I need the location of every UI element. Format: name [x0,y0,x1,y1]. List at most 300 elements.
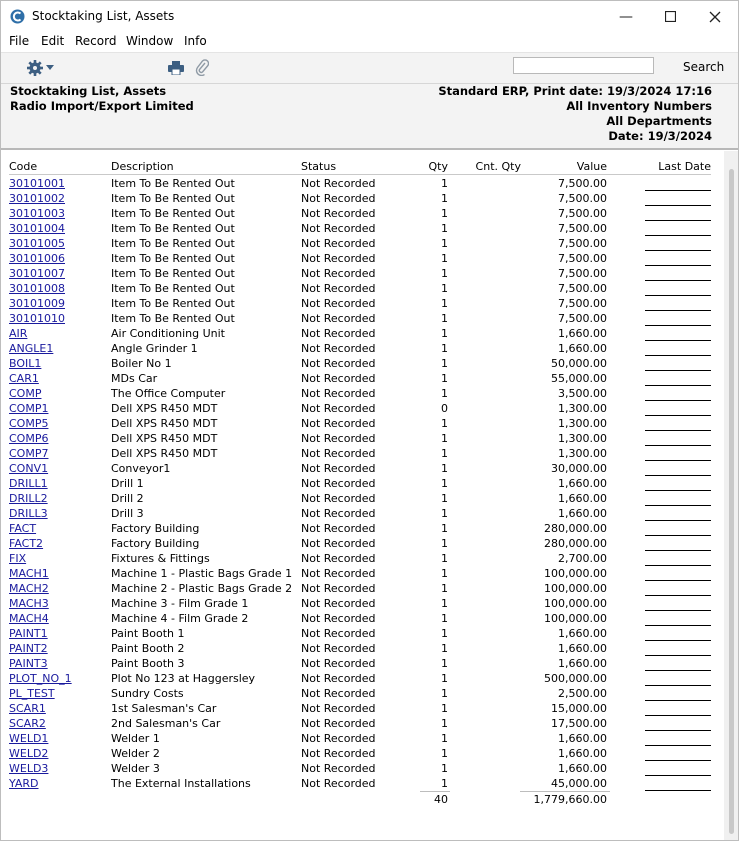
row-status: Not Recorded [301,492,376,505]
row-value: 1,300.00 [558,402,607,415]
row-status: Not Recorded [301,447,376,460]
row-last-date-blank [645,205,711,206]
row-qty: 1 [441,312,448,325]
row-status: Not Recorded [301,612,376,625]
row-description: Angle Grinder 1 [111,342,198,355]
row-status: Not Recorded [301,387,376,400]
row-status: Not Recorded [301,687,376,700]
row-code-link[interactable]: BOIL1 [9,357,42,370]
toolbar [1,53,738,84]
row-description: Machine 1 - Plastic Bags Grade 1 [111,567,293,580]
row-description: Item To Be Rented Out [111,237,235,250]
row-code-link[interactable]: DRILL2 [9,492,48,505]
row-last-date-blank [645,490,711,491]
row-last-date-blank [645,505,711,506]
row-qty: 1 [441,357,448,370]
row-code-link[interactable]: SCAR1 [9,702,46,715]
row-last-date-blank [645,790,711,791]
menu-info[interactable]: Info [184,34,207,48]
table-row [0,537,722,552]
row-description: Welder 1 [111,732,160,745]
row-value: 2,500.00 [558,687,607,700]
row-last-date-blank [645,535,711,536]
row-code-link[interactable]: 30101004 [9,222,65,235]
table-row [0,732,722,747]
row-value: 1,660.00 [558,627,607,640]
row-last-date-blank [645,385,711,386]
column-header-qty: Qty [428,160,448,173]
row-qty: 1 [441,417,448,430]
row-status: Not Recorded [301,597,376,610]
row-description: Dell XPS R450 MDT [111,417,218,430]
attachment-icon[interactable] [195,59,209,76]
row-code-link[interactable]: 30101003 [9,207,65,220]
row-code-link[interactable]: MACH1 [9,567,49,580]
row-qty: 1 [441,642,448,655]
vertical-scrollbar[interactable] [724,151,738,840]
row-code-link[interactable]: DRILL1 [9,477,48,490]
table-row [0,702,722,717]
row-qty: 1 [441,627,448,640]
table-row [0,597,722,612]
row-last-date-blank [645,670,711,671]
row-code-link[interactable]: 30101007 [9,267,65,280]
row-last-date-blank [645,235,711,236]
row-qty: 1 [441,597,448,610]
row-description: Item To Be Rented Out [111,207,235,220]
row-code-link[interactable]: WELD2 [9,747,49,760]
row-value: 2,700.00 [558,552,607,565]
row-qty: 1 [441,192,448,205]
row-description: Welder 3 [111,762,160,775]
table-row [0,687,722,702]
table-row [0,432,722,447]
row-qty: 1 [441,432,448,445]
row-description: Dell XPS R450 MDT [111,447,218,460]
row-value: 1,300.00 [558,447,607,460]
row-last-date-blank [645,310,711,311]
menu-file[interactable]: File [9,34,30,48]
table-row [0,507,722,522]
row-value: 1,300.00 [558,432,607,445]
table-row [0,372,722,387]
search-input[interactable] [513,57,654,74]
table-row [0,657,722,672]
row-code-link[interactable]: 30101006 [9,252,65,265]
row-status: Not Recorded [301,477,376,490]
chevron-down-icon[interactable] [46,65,54,70]
row-status: Not Recorded [301,642,376,655]
row-code-link[interactable]: WELD1 [9,732,49,745]
row-qty: 1 [441,747,448,760]
app-logo-icon [10,9,25,24]
table-row [0,282,722,297]
row-value: 1,660.00 [558,327,607,340]
row-status: Not Recorded [301,537,376,550]
row-value: 50,000.00 [551,357,607,370]
row-last-date-blank [645,475,711,476]
row-value: 7,500.00 [558,267,607,280]
row-status: Not Recorded [301,282,376,295]
row-description: Paint Booth 3 [111,657,185,670]
row-code-link[interactable]: MACH3 [9,597,49,610]
row-code-link[interactable]: AIR [9,327,28,340]
row-description: Dell XPS R450 MDT [111,432,218,445]
row-value: 1,660.00 [558,507,607,520]
report-title: Stocktaking List, Assets [10,84,167,98]
table-row [0,612,722,627]
table-row [0,582,722,597]
table-row [0,297,722,312]
column-header-value: Value [576,160,607,173]
row-qty: 1 [441,477,448,490]
row-value: 17,500.00 [551,717,607,730]
row-qty: 1 [441,342,448,355]
row-last-date-blank [645,250,711,251]
row-status: Not Recorded [301,357,376,370]
row-value: 100,000.00 [544,567,607,580]
row-code-link[interactable]: 30101002 [9,192,65,205]
row-status: Not Recorded [301,297,376,310]
row-code-link[interactable]: CAR1 [9,372,39,385]
row-qty: 1 [441,462,448,475]
row-value: 7,500.00 [558,237,607,250]
row-description: Machine 3 - Film Grade 1 [111,597,249,610]
row-code-link[interactable]: 30101009 [9,297,65,310]
table-row [0,462,722,477]
table-row [0,357,722,372]
row-qty: 1 [441,267,448,280]
row-code-link[interactable]: 30101005 [9,237,65,250]
row-description: 1st Salesman's Car [111,702,217,715]
row-last-date-blank [645,400,711,401]
row-code-link[interactable]: PAINT2 [9,642,48,655]
row-value: 280,000.00 [544,537,607,550]
menu-window[interactable]: Window [126,34,174,48]
row-description: 2nd Salesman's Car [111,717,221,730]
row-value: 1,660.00 [558,492,607,505]
table-row [0,342,722,357]
row-description: Fixtures & Fittings [111,552,210,565]
table-row [0,387,722,402]
print-info: Standard ERP, Print date: 19/3/2024 17:16 [438,84,712,98]
window-title: Stocktaking List, Assets [32,9,175,23]
row-description: Conveyor1 [111,462,171,475]
departments: All Departments [606,114,712,128]
row-qty: 1 [441,537,448,550]
row-value: 7,500.00 [558,222,607,235]
row-status: Not Recorded [301,222,376,235]
row-value: 500,000.00 [544,672,607,685]
row-description: Drill 1 [111,477,144,490]
table-row [0,672,722,687]
row-description: Paint Booth 1 [111,627,185,640]
row-value: 7,500.00 [558,297,607,310]
row-status: Not Recorded [301,267,376,280]
table-row [0,447,722,462]
row-value: 100,000.00 [544,582,607,595]
minimize-icon: — [619,9,633,25]
row-qty: 1 [441,177,448,190]
row-value: 1,660.00 [558,762,607,775]
row-value: 7,500.00 [558,312,607,325]
row-description: Item To Be Rented Out [111,282,235,295]
row-status: Not Recorded [301,507,376,520]
row-value: 7,500.00 [558,192,607,205]
menu-edit[interactable]: Edit [41,34,65,48]
row-last-date-blank [645,520,711,521]
maximize-button[interactable] [655,7,685,27]
row-last-date-blank [645,220,711,221]
row-qty: 1 [441,687,448,700]
row-status: Not Recorded [301,552,376,565]
row-status: Not Recorded [301,657,376,670]
row-qty: 1 [441,207,448,220]
row-last-date-blank [645,685,711,686]
table-row [0,747,722,762]
row-code-link[interactable]: FACT2 [9,537,44,550]
row-qty: 0 [441,402,448,415]
row-last-date-blank [645,595,711,596]
row-code-link[interactable]: PAINT3 [9,657,48,670]
row-description: Machine 4 - Film Grade 2 [111,612,249,625]
row-code-link[interactable]: ANGLE1 [9,342,54,355]
row-status: Not Recorded [301,522,376,535]
row-description: Item To Be Rented Out [111,312,235,325]
row-status: Not Recorded [301,702,376,715]
row-code-link[interactable]: FIX [9,552,27,565]
row-status: Not Recorded [301,312,376,325]
row-value: 30,000.00 [551,462,607,475]
row-code-link[interactable]: DRILL3 [9,507,48,520]
print-icon[interactable] [168,61,184,75]
search-button[interactable]: Search [683,60,725,74]
row-last-date-blank [645,370,711,371]
table-row [0,192,722,207]
row-last-date-blank [645,745,711,746]
row-qty: 1 [441,507,448,520]
row-value: 100,000.00 [544,612,607,625]
row-code-link[interactable]: YARD [9,777,39,790]
minimize-button[interactable] [611,7,641,27]
row-code-link[interactable]: COMP1 [9,402,49,415]
total-value: 1,779,660.00 [533,793,607,806]
table-row [0,627,722,642]
row-description: MDs Car [111,372,158,385]
report-date: Date: 19/3/2024 [608,129,712,143]
row-description: Drill 3 [111,507,144,520]
row-qty: 1 [441,252,448,265]
column-header-description: Description [111,160,174,173]
row-value: 1,660.00 [558,747,607,760]
row-code-link[interactable]: 30101008 [9,282,65,295]
row-code-link[interactable]: SCAR2 [9,717,46,730]
table-row [0,552,722,567]
row-status: Not Recorded [301,177,376,190]
inventory-numbers: All Inventory Numbers [566,99,712,113]
row-status: Not Recorded [301,747,376,760]
row-description: Dell XPS R450 MDT [111,402,218,415]
row-last-date-blank [645,340,711,341]
row-code-link[interactable]: COMP7 [9,447,49,460]
row-code-link[interactable]: COMP5 [9,417,49,430]
row-description: Plot No 123 at Haggersley [111,672,256,685]
row-code-link[interactable]: PAINT1 [9,627,48,640]
row-qty: 1 [441,372,448,385]
row-status: Not Recorded [301,417,376,430]
report-header [1,84,738,150]
row-qty: 1 [441,282,448,295]
row-qty: 1 [441,492,448,505]
row-last-date-blank [645,625,711,626]
row-last-date-blank [645,775,711,776]
row-code-link[interactable]: 30101010 [9,312,65,325]
row-status: Not Recorded [301,402,376,415]
row-last-date-blank [645,325,711,326]
row-code-link[interactable]: CONV1 [9,462,49,475]
row-value: 45,000.00 [551,777,607,790]
row-code-link[interactable]: COMP6 [9,432,49,445]
row-value: 1,660.00 [558,732,607,745]
row-last-date-blank [645,700,711,701]
row-qty: 1 [441,657,448,670]
row-last-date-blank [645,295,711,296]
row-last-date-blank [645,430,711,431]
total-qty: 40 [434,793,448,806]
row-description: Item To Be Rented Out [111,177,235,190]
row-qty: 1 [441,387,448,400]
row-qty: 1 [441,222,448,235]
row-value: 1,660.00 [558,342,607,355]
table-row [0,207,722,222]
row-last-date-blank [645,280,711,281]
row-qty: 1 [441,327,448,340]
title-bar [1,1,738,32]
row-last-date-blank [645,550,711,551]
row-description: Welder 2 [111,747,160,760]
row-description: Factory Building [111,522,200,535]
row-status: Not Recorded [301,717,376,730]
row-status: Not Recorded [301,237,376,250]
row-description: Boiler No 1 [111,357,172,370]
row-code-link[interactable]: PLOT_NO_1 [9,672,72,685]
row-last-date-blank [645,640,711,641]
table-row [0,777,722,792]
maximize-icon [665,11,676,22]
table-row [0,252,722,267]
menu-record[interactable]: Record [75,34,117,48]
row-value: 55,000.00 [551,372,607,385]
company-name: Radio Import/Export Limited [10,99,194,113]
row-qty: 1 [441,762,448,775]
row-last-date-blank [645,445,711,446]
table-row [0,237,722,252]
row-value: 3,500.00 [558,387,607,400]
row-qty: 1 [441,672,448,685]
row-description: Machine 2 - Plastic Bags Grade 2 [111,582,293,595]
row-description: Factory Building [111,537,200,550]
row-qty: 1 [441,702,448,715]
row-qty: 1 [441,777,448,790]
row-last-date-blank [645,730,711,731]
table-row [0,327,722,342]
row-last-date-blank [645,565,711,566]
scrollbar-thumb[interactable] [729,169,734,834]
row-status: Not Recorded [301,732,376,745]
row-code-link[interactable]: 30101001 [9,177,65,190]
row-code-link[interactable]: MACH2 [9,582,49,595]
row-status: Not Recorded [301,777,376,790]
column-header-status: Status [301,160,337,173]
row-description: Paint Booth 2 [111,642,185,655]
row-description: Sundry Costs [111,687,184,700]
row-value: 100,000.00 [544,597,607,610]
row-code-link[interactable]: WELD3 [9,762,49,775]
row-status: Not Recorded [301,207,376,220]
row-last-date-blank [645,610,711,611]
row-description: Item To Be Rented Out [111,252,235,265]
close-button[interactable] [700,7,730,27]
row-description: Item To Be Rented Out [111,192,235,205]
gear-icon[interactable] [26,59,44,77]
table-row [0,477,722,492]
row-description: Item To Be Rented Out [111,267,235,280]
row-value: 1,660.00 [558,477,607,490]
row-code-link[interactable]: PL_TEST [9,687,55,700]
row-description: Air Conditioning Unit [111,327,225,340]
row-qty: 1 [441,567,448,580]
row-status: Not Recorded [301,372,376,385]
row-status: Not Recorded [301,462,376,475]
menu-bar [1,32,738,53]
table-row [0,417,722,432]
table-row [0,492,722,507]
row-qty: 1 [441,717,448,730]
row-qty: 1 [441,732,448,745]
row-code-link[interactable]: MACH4 [9,612,49,625]
row-code-link[interactable]: COMP [9,387,42,400]
row-code-link[interactable]: FACT [9,522,37,535]
row-value: 1,300.00 [558,417,607,430]
row-last-date-blank [645,415,711,416]
row-status: Not Recorded [301,327,376,340]
row-description: The Office Computer [111,387,226,400]
row-qty: 1 [441,237,448,250]
table-row [0,762,722,777]
row-last-date-blank [645,580,711,581]
row-last-date-blank [645,655,711,656]
table-row [0,177,722,192]
row-description: The External Installations [111,777,251,790]
row-value: 15,000.00 [551,702,607,715]
column-header-cnt-qty: Cnt. Qty [475,160,521,173]
row-status: Not Recorded [301,567,376,580]
table-row [0,222,722,237]
table-row [0,717,722,732]
row-status: Not Recorded [301,762,376,775]
column-header-code: Code [9,160,38,173]
row-qty: 1 [441,297,448,310]
value-total-line [520,791,610,792]
row-status: Not Recorded [301,582,376,595]
row-status: Not Recorded [301,342,376,355]
row-description: Item To Be Rented Out [111,297,235,310]
row-qty: 1 [441,612,448,625]
row-last-date-blank [645,715,711,716]
row-value: 7,500.00 [558,282,607,295]
row-qty: 1 [441,522,448,535]
row-value: 280,000.00 [544,522,607,535]
